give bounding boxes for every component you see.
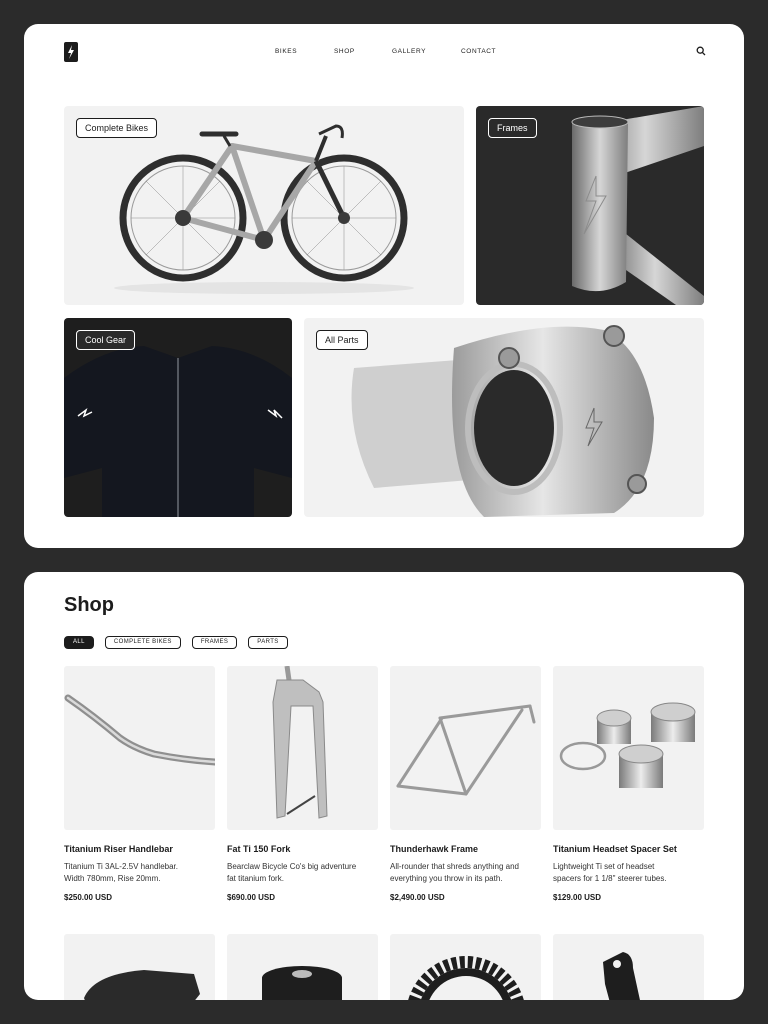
product-name[interactable]: Thunderhawk Frame [390, 844, 479, 854]
chainring-illustration [390, 934, 541, 1000]
nav-shop[interactable]: SHOP [334, 48, 355, 55]
product-name[interactable]: Titanium Headset Spacer Set [553, 844, 677, 854]
headset-illustration [227, 934, 378, 1000]
product-image[interactable] [64, 666, 215, 830]
tile-label-complete-bikes: Complete Bikes [76, 118, 157, 138]
tile-label-all-parts: All Parts [316, 330, 368, 350]
search-icon[interactable] [696, 46, 706, 56]
product-description [227, 861, 378, 885]
filter-bar [64, 636, 288, 649]
product-image[interactable] [553, 666, 704, 830]
product-description-line: fat titanium fork. [227, 874, 284, 883]
tile-cool-gear[interactable] [64, 318, 292, 517]
product-description [64, 861, 215, 885]
product-description [553, 861, 704, 885]
product-description-line: Width 780mm, Rise 20mm. [64, 874, 161, 883]
tile-all-parts[interactable] [304, 318, 704, 517]
bracket-illustration [553, 934, 704, 1000]
filter-all[interactable]: ALL [64, 636, 94, 649]
product-price: $250.00 USD [64, 893, 113, 902]
tile-label-frames: Frames [488, 118, 537, 138]
shop-title: Shop [64, 594, 114, 616]
product-name[interactable]: Fat Ti 150 Fork [227, 844, 291, 854]
product-image[interactable] [390, 934, 541, 1000]
product-description-line: Lightweight Ti set of headset [553, 862, 655, 871]
product-name[interactable]: Titanium Riser Handlebar [64, 844, 173, 854]
seat-clamp-illustration [64, 934, 215, 1000]
product-description-line: All-rounder that shreds anything and [390, 862, 519, 871]
product-image[interactable] [553, 934, 704, 1000]
product-image[interactable] [390, 666, 541, 830]
fork-illustration [227, 666, 378, 830]
product-card[interactable] [553, 666, 704, 902]
filter-frames[interactable]: FRAMES [192, 636, 237, 649]
hero-card [24, 24, 744, 548]
headset-spacers-illustration [553, 666, 704, 830]
product-price: $129.00 USD [553, 893, 602, 902]
product-description [390, 861, 541, 885]
tile-frames[interactable] [476, 106, 704, 305]
tile-complete-bikes[interactable] [64, 106, 464, 305]
filter-complete-bikes[interactable]: COMPLETE BIKES [105, 636, 181, 649]
product-card[interactable] [227, 666, 378, 902]
product-description-line: Titanium Ti 3AL-2.5V handlebar. [64, 862, 178, 871]
product-description-line: Bearclaw Bicycle Co's big adventure [227, 862, 357, 871]
shop-card [24, 572, 744, 1000]
product-image[interactable] [227, 666, 378, 830]
handlebar-illustration [64, 666, 215, 830]
nav-contact[interactable]: CONTACT [461, 48, 497, 55]
logo[interactable] [64, 42, 78, 62]
frame-illustration [390, 666, 541, 830]
product-card[interactable] [390, 666, 541, 902]
product-price: $690.00 USD [227, 893, 276, 902]
lightning-bolt-icon [67, 45, 75, 59]
tile-label-cool-gear: Cool Gear [76, 330, 135, 350]
product-image[interactable] [64, 934, 215, 1000]
product-image[interactable] [227, 934, 378, 1000]
product-price: $2,490.00 USD [390, 893, 445, 902]
product-card[interactable] [64, 666, 215, 902]
product-description-line: spacers for 1 1/8" steerer tubes. [553, 874, 667, 883]
product-description-line: everything you throw in its path. [390, 874, 503, 883]
nav-gallery[interactable]: GALLERY [392, 48, 427, 55]
nav-bikes[interactable]: BIKES [275, 48, 298, 55]
filter-parts[interactable]: PARTS [248, 636, 287, 649]
